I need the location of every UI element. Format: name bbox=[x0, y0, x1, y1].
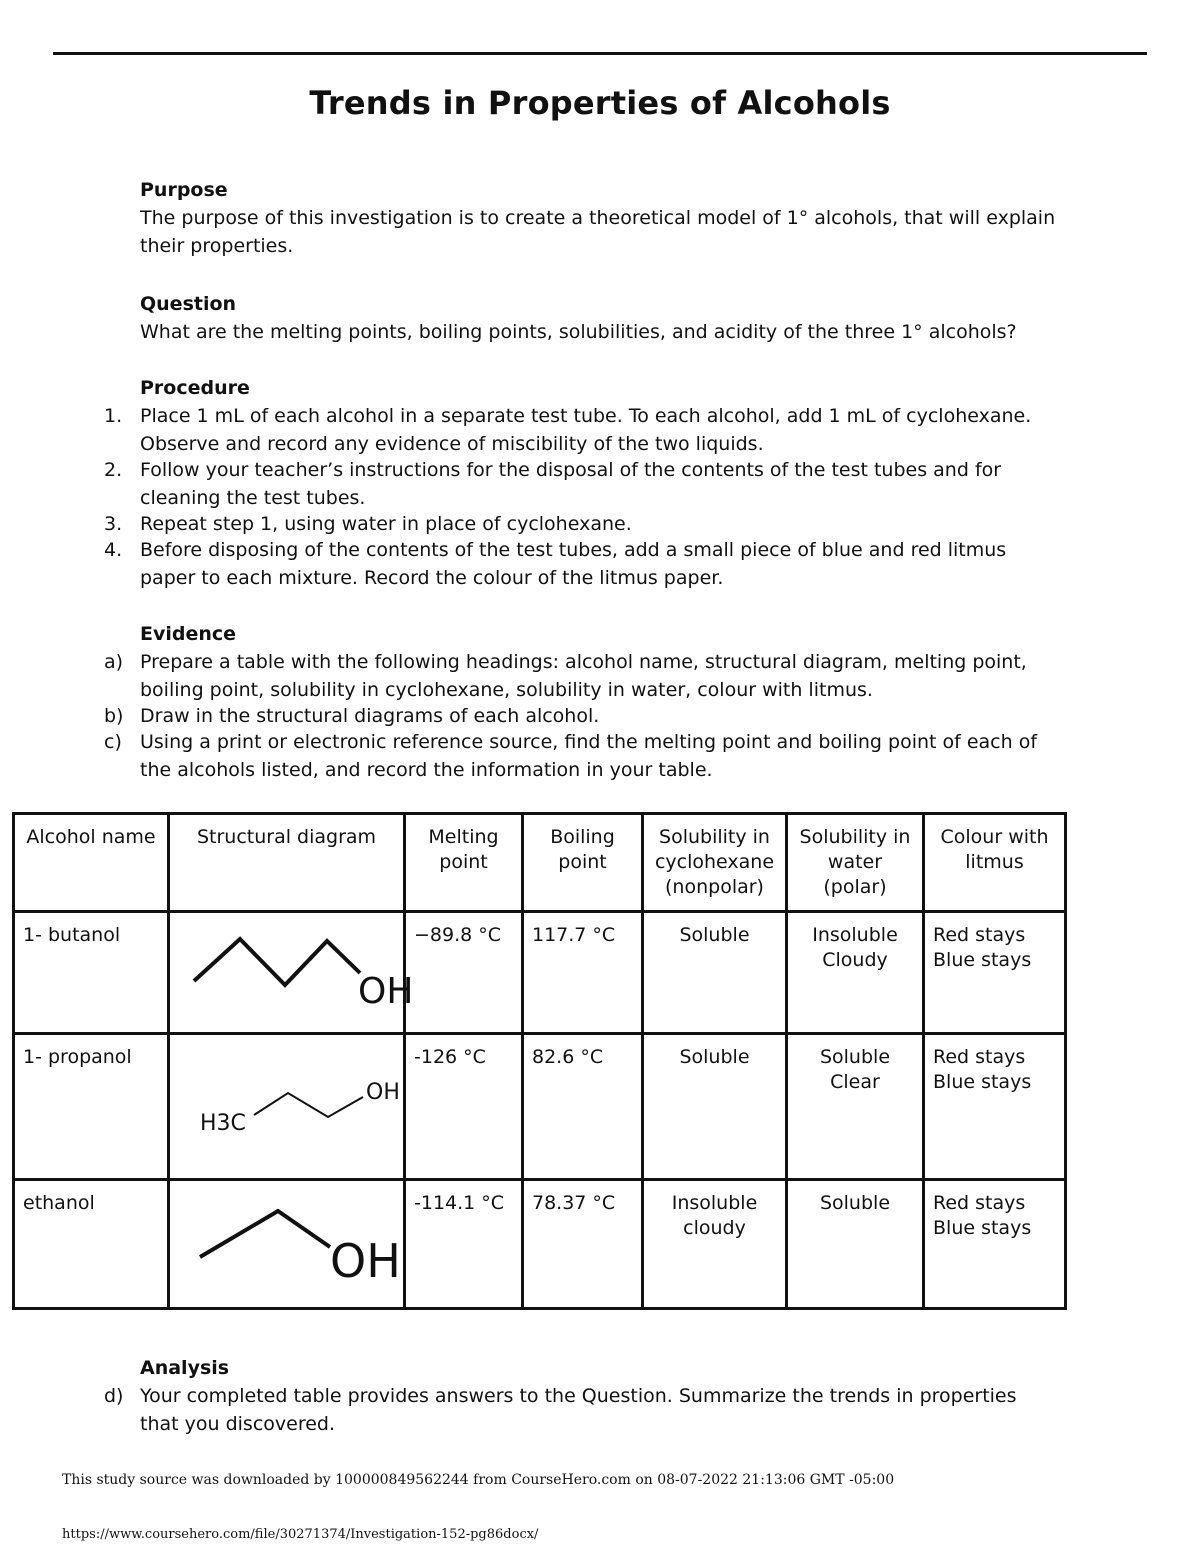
cell-boiling-point: 82.6 °C bbox=[523, 1034, 643, 1180]
evidence-item bbox=[68, 728, 1060, 784]
header-boiling-point: Boiling point bbox=[523, 814, 643, 912]
cell-structural-diagram bbox=[169, 912, 414, 1034]
hydroxyl-label: OH bbox=[330, 1234, 401, 1288]
evidence-heading: Evidence bbox=[140, 623, 237, 645]
header-structural-diagram: Structural diagram bbox=[169, 814, 405, 912]
evidence-item bbox=[68, 702, 1060, 730]
item-text: Using a print or electronic reference source, find the melting point and boiling point of each of the alcohols listed, and record the information in your table. bbox=[140, 731, 1038, 781]
cell-solubility-cyclohexane: Soluble bbox=[643, 1034, 787, 1180]
page-title: Trends in Properties of Alcohols bbox=[309, 84, 891, 122]
ethanol-structure bbox=[170, 1181, 406, 1307]
list-marker: 4. bbox=[104, 539, 123, 561]
hydroxyl-label: OH bbox=[358, 971, 414, 1012]
table-row bbox=[14, 1180, 1066, 1309]
evidence-table bbox=[12, 812, 1067, 1310]
cell-solubility-cyclohexane: Insoluble cloudy bbox=[643, 1180, 787, 1309]
list-marker: d) bbox=[104, 1385, 124, 1407]
item-text: Draw in the structural diagrams of each alcohol. bbox=[140, 705, 600, 727]
question-section bbox=[140, 290, 1070, 346]
header-solubility-cyclohexane: Solubility in cyclohexane (nonpolar) bbox=[643, 814, 787, 912]
procedure-step bbox=[68, 510, 1060, 538]
evidence-section bbox=[104, 620, 1060, 782]
cell-boiling-point: 78.37 °C bbox=[523, 1180, 643, 1309]
cell-melting-point: -126 °C bbox=[405, 1034, 523, 1180]
header-melting-point: Melting point bbox=[405, 814, 523, 912]
procedure-step bbox=[68, 402, 1060, 458]
cell-alcohol-name: 1- propanol bbox=[14, 1034, 169, 1180]
purpose-heading: Purpose bbox=[140, 179, 228, 201]
carbon-chain bbox=[200, 1211, 330, 1257]
methyl-label: H3C bbox=[200, 1111, 246, 1136]
list-marker: c) bbox=[104, 731, 122, 753]
cell-solubility-water: Insoluble Cloudy bbox=[787, 912, 924, 1034]
evidence-item bbox=[68, 648, 1060, 704]
hydroxyl-label: OH bbox=[366, 1080, 400, 1105]
carbon-chain bbox=[254, 1093, 363, 1117]
purpose-text: The purpose of this investigation is to create a theoretical model of 1° alcohols, that will explain their properties. bbox=[140, 207, 1056, 257]
cell-melting-point: -114.1 °C bbox=[405, 1180, 523, 1309]
cell-melting-point: −89.8 °C bbox=[405, 912, 523, 1034]
analysis-item bbox=[68, 1382, 1060, 1438]
step-text: Follow your teacher’s instructions for the disposal of the contents of the test tubes and for cleaning the test tubes. bbox=[140, 459, 1002, 509]
top-rule bbox=[53, 52, 1147, 55]
question-text: What are the melting points, boiling points, solubilities, and acidity of the three 1° alcohols? bbox=[140, 321, 1017, 343]
step-text: Place 1 mL of each alcohol in a separate test tube. To each alcohol, add 1 mL of cyclohexane. Observe and record any evidence of miscibility of the two liquids. bbox=[140, 405, 1032, 455]
procedure-section bbox=[104, 374, 1060, 590]
list-marker: 3. bbox=[104, 513, 123, 535]
purpose-section bbox=[140, 176, 1070, 260]
cell-solubility-water: Soluble bbox=[787, 1180, 924, 1309]
analysis-section bbox=[104, 1354, 1060, 1436]
cell-solubility-cyclohexane: Soluble bbox=[643, 912, 787, 1034]
item-text: Your completed table provides answers to the Question. Summarize the trends in properties that you discovered. bbox=[140, 1385, 1017, 1435]
cell-colour-litmus: Red stays Blue stays bbox=[924, 1034, 1066, 1180]
cell-boiling-point: 117.7 °C bbox=[523, 912, 643, 1034]
list-marker: 1. bbox=[104, 405, 123, 427]
cell-structural-diagram bbox=[169, 1180, 405, 1309]
header-solubility-water: Solubility in water (polar) bbox=[787, 814, 924, 912]
list-marker: a) bbox=[104, 651, 124, 673]
header-alcohol-name: Alcohol name bbox=[14, 814, 169, 912]
table-header-row bbox=[14, 814, 1066, 912]
cell-structural-diagram bbox=[169, 1034, 405, 1180]
step-text: Repeat step 1, using water in place of cyclohexane. bbox=[140, 513, 632, 535]
cell-colour-litmus: Red stays Blue stays bbox=[924, 1180, 1066, 1309]
table-row bbox=[14, 1034, 1066, 1180]
item-text: Prepare a table with the following headings: alcohol name, structural diagram, melting point, boiling point, solubility in cyclohexane, solubility in water, colour with litmus. bbox=[140, 651, 1027, 701]
procedure-step bbox=[68, 536, 1060, 592]
propanol-structure bbox=[170, 1035, 406, 1178]
procedure-heading: Procedure bbox=[140, 377, 250, 399]
procedure-step bbox=[68, 456, 1060, 512]
source-url-link[interactable]: https://www.coursehero.com/file/30271374/Investigation-152-pg86docx/ bbox=[62, 1527, 539, 1542]
list-marker: b) bbox=[104, 705, 124, 727]
cell-colour-litmus: Red stays Blue stays bbox=[924, 912, 1066, 1034]
header-colour-litmus: Colour with litmus bbox=[924, 814, 1066, 912]
cell-alcohol-name: 1- butanol bbox=[14, 912, 169, 1034]
step-text: Before disposing of the contents of the test tubes, add a small piece of blue and red litmus paper to each mixture. Record the colour of the litmus paper. bbox=[140, 539, 1007, 589]
question-heading: Question bbox=[140, 293, 237, 315]
download-source-notice: This study source was downloaded by 100000849562244 from CourseHero.com on 08-07-2022 21:13:06 GMT -05:00 bbox=[62, 1472, 895, 1488]
table-row bbox=[14, 912, 1066, 1034]
list-marker: 2. bbox=[104, 459, 123, 481]
cell-solubility-water: Soluble Clear bbox=[787, 1034, 924, 1180]
butanol-structure bbox=[170, 913, 414, 1032]
cell-alcohol-name: ethanol bbox=[14, 1180, 169, 1309]
carbon-chain bbox=[194, 939, 360, 985]
analysis-heading: Analysis bbox=[140, 1357, 230, 1379]
